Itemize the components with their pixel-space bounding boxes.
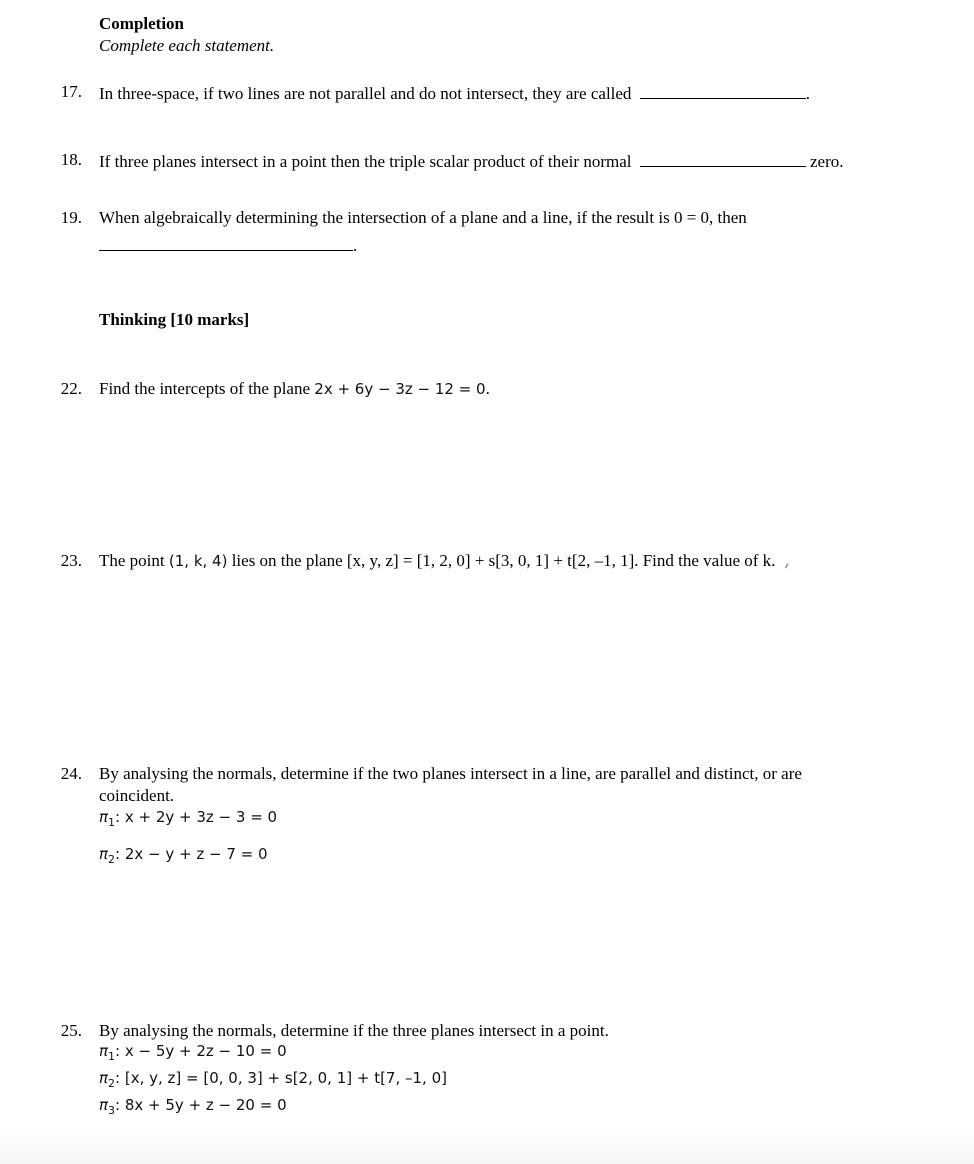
question-24-line1: By analysing the normals, determine if the two planes intersect in a line, are parallel and distinct, or are	[99, 764, 802, 783]
question-22	[99, 379, 490, 399]
pi-symbol: π	[99, 1042, 109, 1060]
plane-equation-25-3	[99, 1096, 287, 1117]
plane-equation-25-1	[99, 1042, 287, 1063]
plane-subscript: 3	[108, 1104, 116, 1117]
question-24-line2: coincident.	[99, 786, 175, 805]
question-25-text: By analysing the normals, determine if the three planes intersect in a point.	[99, 1021, 609, 1040]
cursor-mark-icon	[785, 563, 791, 569]
plane-subscript: 1	[108, 1050, 116, 1063]
question-18-text: If three planes intersect in a point then the triple scalar product of their normal	[99, 152, 632, 171]
pi-symbol: π	[99, 1096, 109, 1114]
answer-blank-18[interactable]	[640, 150, 806, 167]
question-19-answer-line	[99, 234, 357, 256]
section-instruction: Complete each statement.	[99, 36, 275, 55]
question-number-25: 25.	[60, 1021, 82, 1040]
question-number-22: 22.	[60, 379, 82, 398]
pi-symbol: π	[99, 845, 109, 863]
page-bottom-fade	[0, 1124, 974, 1164]
plane-equation-24-2	[99, 845, 268, 866]
question-number-19: 19.	[60, 208, 82, 227]
question-17-text: In three-space, if two lines are not parallel and do not intersect, they are called	[99, 84, 632, 103]
question-23	[99, 551, 790, 571]
question-23-text-a: The point	[99, 551, 165, 570]
answer-blank-17[interactable]	[640, 82, 806, 99]
question-22-tail: .	[485, 379, 490, 398]
plane-subscript: 2	[108, 1077, 116, 1090]
plane-equation-body: : 8x + 5y + z − 20 = 0	[115, 1096, 287, 1114]
plane-equation-body: : [x, y, z] = [0, 0, 3] + s[2, 0, 1] + t[7, –1, 0]	[115, 1069, 447, 1087]
plane-equation-body: : x − 5y + 2z − 10 = 0	[115, 1042, 287, 1060]
question-number-24: 24.	[60, 764, 82, 783]
question-number-18: 18.	[60, 150, 82, 169]
plane-equation-body: : x + 2y + 3z − 3 = 0	[115, 808, 278, 826]
section-title-completion: Completion	[99, 14, 184, 33]
answer-blank-19[interactable]	[99, 234, 353, 251]
section-title-thinking: Thinking [10 marks]	[99, 310, 250, 329]
question-22-text: Find the intercepts of the plane	[99, 379, 311, 398]
pi-symbol: π	[99, 808, 109, 826]
question-18-tail: zero.	[809, 152, 844, 171]
question-19-text: When algebraically determining the intersection of a plane and a line, if the result is 0 = 0, then	[99, 208, 747, 227]
question-number-17: 17.	[60, 82, 82, 101]
plane-equation-24-1	[99, 808, 278, 829]
question-17	[99, 82, 810, 104]
plane-subscript: 1	[108, 816, 116, 829]
question-17-tail: .	[805, 84, 810, 103]
plane-equation-22: 2x + 6y − 3z − 12 = 0	[314, 380, 486, 398]
question-18	[99, 150, 844, 172]
question-23-text-b: lies on the plane [x, y, z] = [1, 2, 0] + s[3, 0, 1] + t[2, –1, 1]. Find the value of k.	[231, 551, 776, 570]
pi-symbol: π	[99, 1069, 109, 1087]
question-number-23: 23.	[60, 551, 82, 570]
plane-equation-25-2	[99, 1069, 447, 1090]
plane-equation-body: : 2x − y + z − 7 = 0	[115, 845, 268, 863]
question-19-tail: .	[353, 236, 358, 255]
point-coordinates: (1, k, 4)	[168, 552, 228, 570]
plane-subscript: 2	[108, 853, 116, 866]
